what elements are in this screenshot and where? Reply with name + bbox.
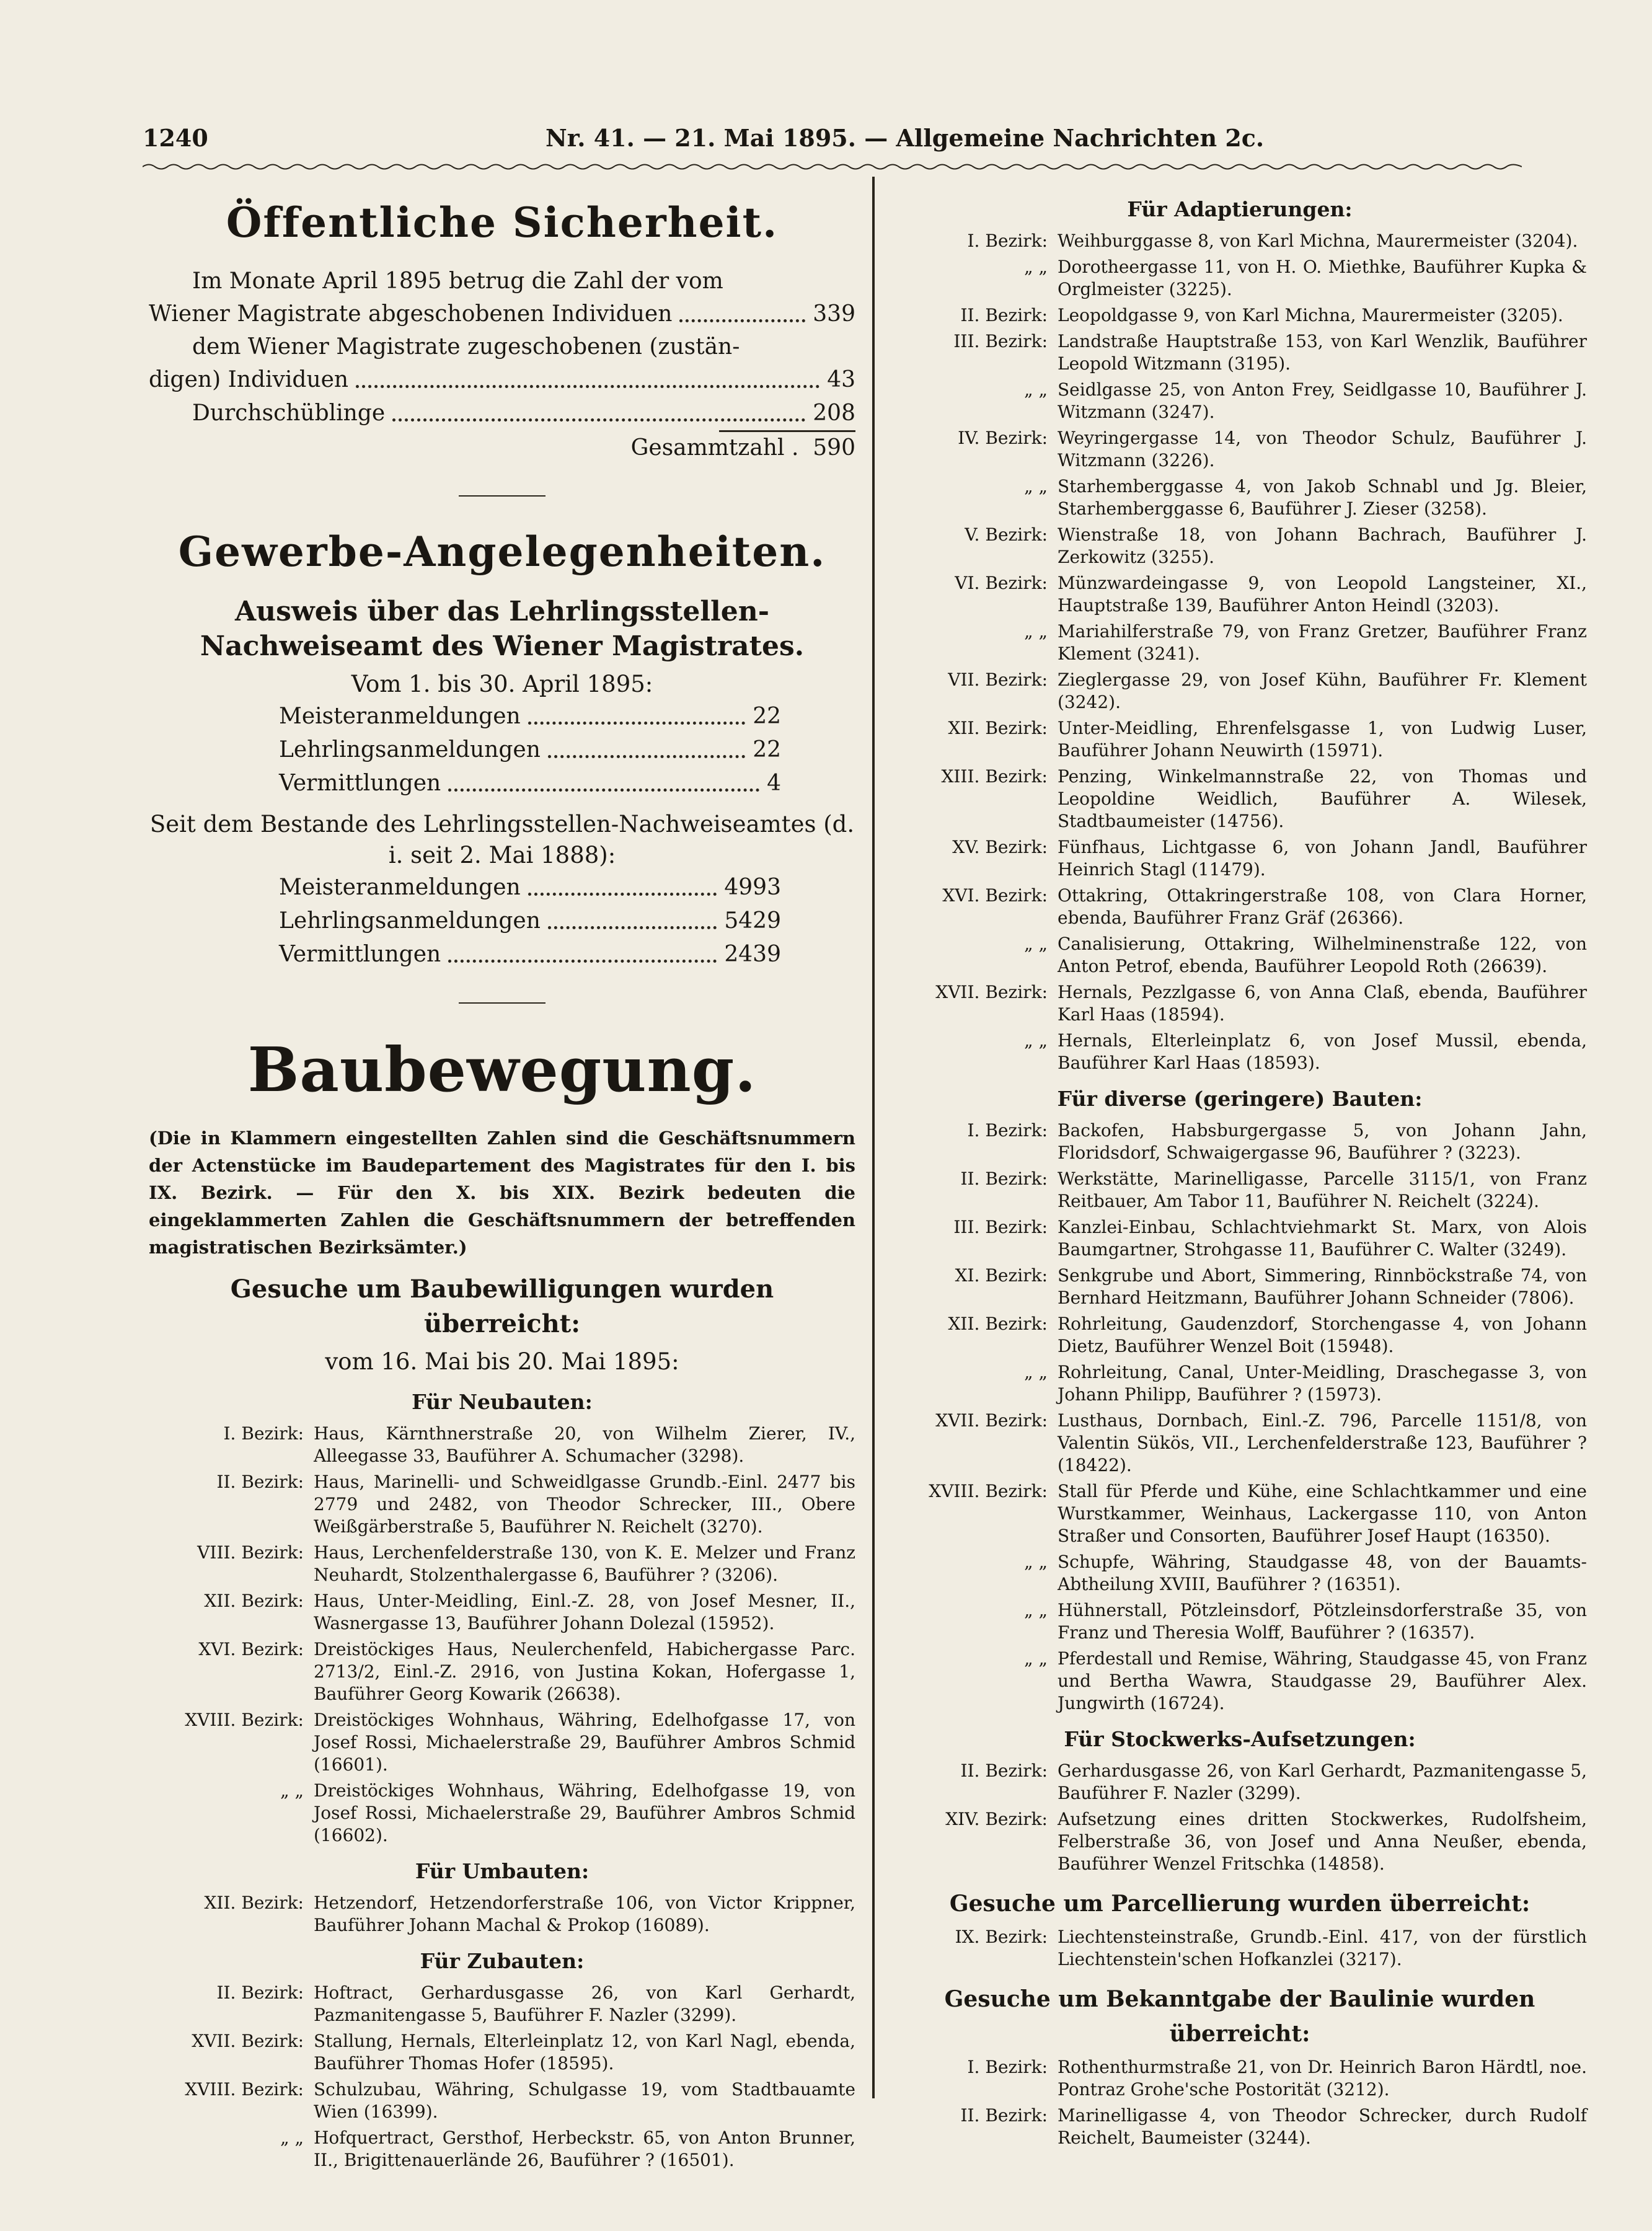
list-item — [893, 1361, 1587, 1406]
entry-text: Kanzlei-Einbau, Schlachtviehmarkt St. Marx, von Alois Baumgartner, Strohgasse 11, Bauführer C. Walter (3249). — [1058, 1217, 1587, 1260]
sicherheit-row: digen) Individuen 43 — [149, 363, 855, 397]
district-label: XII. Bezirk: — [204, 1893, 304, 1913]
list-item — [893, 1120, 1587, 1164]
list-item — [149, 2127, 855, 2171]
sicherheit-total: Gesammtzahl . 590 — [630, 435, 855, 461]
entry-text: Fünfhaus, Lichtgasse 6, von Johann Jandl, Bauführer Heinrich Stagl (11479). — [1058, 837, 1587, 880]
district-label: II. Bezirk: — [960, 305, 1048, 325]
entry-text: Penzing, Winkelmannstraße 22, von Thomas und Leopoldine Weidlich, Bauführer A. Wilesek, Stadtbaumeister (14756). — [1058, 766, 1587, 831]
gewerbe-list-2 — [149, 871, 855, 971]
page-header — [143, 124, 1516, 161]
list-item — [893, 230, 1587, 252]
entry-text: Seidlgasse 25, von Anton Frey, Seidlgasse 10, Bauführer J. Witzmann (3247). — [1058, 379, 1587, 422]
stockwerk-list — [893, 1760, 1587, 1875]
entry-text: Rohrleitung, Canal, Unter-Meidling, Draschegasse 3, von Johann Philipp, Bauführer ? (15973). — [1058, 1362, 1587, 1405]
entry-text: Wienstraße 18, von Johann Bachrach, Bauführer J. Zerkowitz (3255). — [1058, 524, 1587, 567]
entry-text: Backofen, Habsburgergasse 5, von Johann Jahn, Floridsdorf, Schwaigergasse 96, Bauführer ? (3223). — [1058, 1120, 1587, 1163]
entry-text: Zieglergasse 29, von Josef Kühn, Bauführer Fr. Klement (3242). — [1058, 669, 1587, 712]
district-label: I. Bezirk: — [967, 1120, 1048, 1141]
list-item — [149, 1892, 855, 1937]
district-label: „ „ — [280, 1780, 304, 1801]
list-item — [149, 1542, 855, 1586]
district-label: XII. Bezirk: — [948, 718, 1048, 738]
entry-text: Münzwardeingasse 9, von Leopold Langsteiner, XI., Hauptstraße 139, Bauführer Anton Heindl (3203). — [1058, 573, 1587, 616]
district-label: III. Bezirk: — [953, 331, 1048, 351]
list-item — [893, 524, 1587, 568]
page-number: 1240 — [143, 124, 208, 152]
list-item — [893, 379, 1587, 423]
separator — [459, 1002, 546, 1004]
district-label: „ „ — [1024, 1030, 1048, 1051]
list-item — [893, 304, 1587, 327]
district-label: II. Bezirk: — [960, 1761, 1048, 1781]
list-item — [893, 475, 1587, 520]
entry-text: Weyringergasse 14, von Theodor Schulz, Bauführer J. Witzmann (3226). — [1058, 428, 1587, 470]
gewerbe-subheading: Ausweis über das Lehrlingsstellen-Nachweiseamt des Wiener Magistrates. — [200, 596, 805, 662]
district-label: XIII. Bezirk: — [941, 766, 1048, 787]
list-item — [893, 1030, 1587, 1074]
list-item — [893, 1410, 1587, 1477]
district-label: XVII. Bezirk: — [935, 1410, 1048, 1431]
district-label: XIV. Bezirk: — [945, 1809, 1048, 1829]
district-label: I. Bezirk: — [967, 2057, 1048, 2077]
district-label: „ „ — [1024, 379, 1048, 400]
sicherheit-row: Durchschüblinge 208 — [149, 397, 855, 430]
list-item — [893, 256, 1587, 301]
list-item — [893, 1648, 1587, 1715]
entry-text: Haus, Marinelli- und Schweidlgasse Grundb.-Einl. 2477 bis 2779 und 2482, von Theodor Schrecker, III., Obere Weißgärberstraße 5, Bauführer N. Reichelt (3270). — [314, 1472, 855, 1537]
adaptierungen-list — [893, 230, 1587, 1074]
list-item — [893, 836, 1587, 881]
district-label: „ „ — [1024, 621, 1048, 642]
separator — [459, 495, 546, 497]
list-item — [149, 1982, 855, 2026]
sicherheit-row: Wiener Magistrate abgeschobenen Individuen 339 — [149, 298, 855, 331]
list-item — [893, 621, 1587, 665]
list-item — [893, 427, 1587, 472]
list-item — [893, 1168, 1587, 1213]
district-label: XVII. Bezirk: — [935, 982, 1048, 1002]
district-label: V. Bezirk: — [965, 524, 1048, 545]
entry-text: Hofquertract, Gersthof, Herbeckstr. 65, von Anton Brunner, II., Brigittenauerlände 26, Bauführer ? (16501). — [314, 2127, 855, 2170]
column-divider — [872, 177, 875, 2098]
district-label: VIII. Bezirk: — [197, 1542, 304, 1563]
umbauten-heading: Für Umbauten: — [415, 1859, 590, 1883]
zubauten-heading: Für Zubauten: — [420, 1949, 585, 1973]
district-label: VI. Bezirk: — [955, 573, 1048, 593]
list-item — [893, 669, 1587, 713]
entry-text: Dorotheergasse 11, von H. O. Miethke, Bauführer Kupka & Orglmeister (3225). — [1058, 257, 1587, 299]
district-label: IV. Bezirk: — [958, 428, 1048, 448]
entry-text: Hühnerstall, Pötzleinsdorf, Pötzleinsdorferstraße 35, von Franz und Theresia Wolff, Bauführer ? (16357). — [1058, 1600, 1587, 1643]
entry-text: Weihburggasse 8, von Karl Michna, Maurermeister (3204). — [1058, 231, 1578, 251]
gesuche-heading: Gesuche um Baubewilligungen wurden überreicht: — [230, 1275, 774, 1338]
header-title: Nr. 41. — 21. Mai 1895. — Allgemeine Nachrichten 2c. — [546, 124, 1265, 152]
entry-text: Hernals, Pezzlgasse 6, von Anna Claß, ebenda, Bauführer Karl Haas (18594). — [1058, 982, 1587, 1025]
baulinie-heading: Gesuche um Bekanntgabe der Baulinie wurden überreicht: — [944, 1986, 1535, 2047]
entry-text: Starhemberggasse 4, von Jakob Schnabl und Jg. Bleier, Starhemberggasse 6, Bauführer J. Zieser (3258). — [1058, 476, 1587, 519]
entry-text: Stall für Pferde und Kühe, eine Schlachtkammer und eine Wurstkammer, Weinhaus, Lackergasse 110, von Anton Straßer und Consorten, Bauführer Josef Haupt (16350). — [1058, 1481, 1587, 1546]
entry-text: Unter-Meidling, Ehrenfelsgasse 1, von Ludwig Luser, Bauführer Johann Neuwirth (15971). — [1058, 718, 1587, 761]
entry-text: Hoftract, Gerhardusgasse 26, von Karl Gerhardt, Pazmanitengasse 5, Bauführer F. Nazler (3299). — [314, 1982, 855, 2025]
list-item — [149, 1471, 855, 1538]
baulinie-list — [893, 2056, 1587, 2149]
list-item — [893, 1265, 1587, 1309]
diverse-list — [893, 1120, 1587, 1715]
list-item — [893, 717, 1587, 762]
sicherheit-intro: Im Monate April 1895 betrug die Zahl der vom — [192, 268, 723, 294]
entry-text: Landstraße Hauptstraße 153, von Karl Wenzlik, Bauführer Leopold Witzmann (3195). — [1058, 331, 1587, 374]
district-label: XVI. Bezirk: — [198, 1639, 304, 1659]
bau-period: vom 16. Mai bis 20. Mai 1895: — [325, 1348, 679, 1375]
district-label: XVIII. Bezirk: — [185, 1710, 304, 1730]
gewerbe-period: Vom 1. bis 30. April 1895: — [351, 671, 653, 697]
list-item — [893, 933, 1587, 978]
list-item — [893, 1808, 1587, 1875]
list-item — [893, 981, 1587, 1026]
heading-sicherheit: Öffentliche Sicherheit. — [226, 198, 779, 247]
entry-text: Schulzubau, Währing, Schulgasse 19, vom Stadtbauamte Wien (16399). — [314, 2079, 855, 2122]
list-item — [149, 1638, 855, 1705]
heading-gewerbe: Gewerbe-Angelegenheiten. — [178, 528, 826, 576]
district-label: II. Bezirk: — [216, 1982, 304, 2003]
list-item — [149, 1423, 855, 1467]
list-item: Vermittlungen 4 — [279, 767, 781, 800]
list-item: Lehrlingsanmeldungen 5429 — [279, 904, 781, 938]
entry-text: Liechtensteinstraße, Grundb.-Einl. 417, von der fürstlich Liechtenstein'schen Hofkanzlei (3217). — [1058, 1927, 1587, 1969]
list-item — [893, 572, 1587, 617]
entry-text: Senkgrube und Abort, Simmering, Rinnböckstraße 74, von Bernhard Heitzmann, Bauführer Johann Schneider (7806). — [1058, 1265, 1587, 1308]
district-label: „ „ — [1024, 1648, 1048, 1669]
stockwerk-heading: Für Stockwerks-Aufsetzungen: — [1064, 1727, 1416, 1751]
district-label: IX. Bezirk: — [955, 1927, 1048, 1947]
header-rule — [143, 162, 1522, 171]
sicherheit-intro-2: dem Wiener Magistrate zugeschobenen (zustän- — [192, 334, 740, 360]
district-label: I. Bezirk: — [967, 231, 1048, 251]
entry-text: Dreistöckiges Wohnhaus, Währing, Edelhofgasse 17, von Josef Rossi, Michaelerstraße 29, Bauführer Ambros Schmid (16601). — [314, 1710, 855, 1775]
list-item: Meisteranmeldungen 22 — [279, 700, 781, 733]
district-label: „ „ — [1024, 1552, 1048, 1572]
district-label: XVI. Bezirk: — [942, 885, 1048, 906]
entry-text: Leopoldgasse 9, von Karl Michna, Maurermeister (3205). — [1058, 305, 1563, 325]
neubauten-heading: Für Neubauten: — [412, 1390, 593, 1414]
district-label: XII. Bezirk: — [948, 1314, 1048, 1334]
district-label: „ „ — [1024, 1362, 1048, 1382]
list-item — [149, 1590, 855, 1635]
district-label: III. Bezirk: — [953, 1217, 1048, 1237]
district-label: „ „ — [1024, 257, 1048, 277]
entry-text: Lusthaus, Dornbach, Einl.-Z. 796, Parcelle 1151/8, von Valentin Sükös, VII., Lerchenfelderstraße 123, Bauführer ? (18422). — [1058, 1410, 1587, 1475]
district-label: XV. Bezirk: — [952, 837, 1048, 857]
list-item: Meisteranmeldungen 4993 — [279, 871, 781, 904]
list-item — [149, 1780, 855, 1847]
entry-text: Schupfe, Währing, Staudgasse 48, von der Bauamts-Abtheilung XVIII, Bauführer ? (16351). — [1058, 1552, 1587, 1594]
heading-baubewegung: Baubewegung. — [247, 1035, 757, 1106]
entry-text: Dreistöckiges Wohnhaus, Währing, Edelhofgasse 19, von Josef Rossi, Michaelerstraße 29, Bauführer Ambros Schmid (16602). — [314, 1780, 855, 1845]
entry-text: Rothenthurmstraße 21, von Dr. Heinrich Baron Härdtl, noe. Pontraz Grohe'sche Postorität (3212). — [1058, 2057, 1587, 2100]
bau-note: (Die in Klammern eingestellten Zahlen sind die Geschäftsnummern der Actenstücke im Baudepartement des Magistrates für den I. bis IX. Bezirk. — Für den X. bis XIX. Bezirk bedeuten die eingeklammerten Zahlen die Geschäftsnummern der betreffenden magistratischen Bezirksämter.) — [149, 1128, 855, 1258]
district-label: II. Bezirk: — [216, 1472, 304, 1492]
district-label: XVIII. Bezirk: — [185, 2079, 304, 2100]
district-label: II. Bezirk: — [960, 2105, 1048, 2126]
entry-text: Aufsetzung eines dritten Stockwerkes, Rudolfsheim, Felberstraße 36, von Josef und Anna Neußer, ebenda, Bauführer Wenzel Fritschka (14858). — [1058, 1809, 1587, 1874]
list-item — [893, 1216, 1587, 1261]
entry-text: Hernals, Elterleinplatz 6, von Josef Mussil, ebenda, Bauführer Karl Haas (18593). — [1058, 1030, 1587, 1073]
list-item — [893, 2056, 1587, 2101]
entry-text: Werkstätte, Marinelligasse, Parcelle 3115/1, von Franz Reitbauer, Am Tabor 11, Bauführer N. Reichelt (3224). — [1058, 1169, 1587, 1211]
entry-text: Haus, Kärnthnerstraße 20, von Wilhelm Zierer, IV., Alleegasse 33, Bauführer A. Schumacher (3298). — [314, 1423, 855, 1466]
entry-text: Dreistöckiges Haus, Neulerchenfeld, Habichergasse Parc. 2713/2, Einl.-Z. 2916, von Justina Kokan, Hofergasse 1, Bauführer Georg Kowarik (26638). — [314, 1639, 855, 1704]
district-label: XI. Bezirk: — [955, 1265, 1048, 1286]
entry-text: Stallung, Hernals, Elterleinplatz 12, von Karl Nagl, ebenda, Bauführer Thomas Hofer (18595). — [314, 2031, 855, 2074]
district-label: „ „ — [280, 2127, 304, 2148]
district-label: I. Bezirk: — [223, 1423, 304, 1444]
entry-text: Ottakring, Ottakringerstraße 108, von Clara Horner, ebenda, Bauführer Franz Gräf (26366). — [1058, 885, 1587, 928]
district-label: XVIII. Bezirk: — [929, 1481, 1048, 1501]
entry-text: Gerhardusgasse 26, von Karl Gerhardt, Pazmanitengasse 5, Bauführer F. Nazler (3299). — [1058, 1761, 1587, 1803]
district-label: II. Bezirk: — [960, 1169, 1048, 1189]
list-item — [149, 2030, 855, 2075]
zubauten-list — [149, 1982, 855, 2171]
entry-text: Haus, Lerchenfelderstraße 130, von K. E. Melzer und Franz Neuhardt, Stolzenthalergasse 6, Bauführer ? (3206). — [314, 1542, 855, 1585]
left-column — [149, 180, 855, 2175]
list-item — [893, 885, 1587, 929]
entry-text: Rohrleitung, Gaudenzdorf, Storchengasse 4, von Johann Dietz, Bauführer Wenzel Boit (15948). — [1058, 1314, 1587, 1356]
list-item — [893, 2105, 1587, 2149]
right-column — [893, 197, 1587, 2153]
list-item — [149, 1709, 855, 1776]
list-item — [893, 1926, 1587, 1971]
entry-text: Haus, Unter-Meidling, Einl.-Z. 28, von Josef Mesner, II., Wasnergasse 13, Bauführer Johann Dolezal (15952). — [314, 1591, 855, 1633]
entry-text: Hetzendorf, Hetzendorferstraße 106, von Victor Krippner, Bauführer Johann Machal & Prokop (16089). — [314, 1893, 855, 1935]
gewerbe-since: Seit dem Bestande des Lehrlingsstellen-Nachweiseamtes (d. i. seit 2. Mai 1888): — [149, 811, 855, 868]
list-item: Vermittlungen 2439 — [279, 938, 781, 971]
entry-text: Pferdestall und Remise, Währing, Staudgasse 45, von Franz und Bertha Wawra, Staudgasse 29, Bauführer Alex. Jungwirth (16724). — [1058, 1648, 1587, 1713]
district-label: „ „ — [1024, 476, 1048, 497]
adaptierungen-heading: Für Adaptierungen: — [1127, 197, 1353, 221]
gewerbe-list — [149, 700, 855, 800]
entry-text: Mariahilferstraße 79, von Franz Gretzer, Bauführer Franz Klement (3241). — [1058, 621, 1587, 664]
district-label: „ „ — [1024, 934, 1048, 954]
district-label: XII. Bezirk: — [204, 1591, 304, 1611]
neubauten-list — [149, 1423, 855, 1847]
parcellierung-list — [893, 1926, 1587, 1971]
list-item: Lehrlingsanmeldungen 22 — [279, 733, 781, 767]
umbauten-list — [149, 1892, 855, 1937]
list-item — [893, 1313, 1587, 1358]
list-item — [893, 766, 1587, 833]
list-item — [893, 1599, 1587, 1644]
district-label: XVII. Bezirk: — [192, 2031, 304, 2051]
list-item — [893, 1480, 1587, 1547]
entry-text: Canalisierung, Ottakring, Wilhelminenstraße 122, von Anton Petrof, ebenda, Bauführer Leopold Roth (26639). — [1058, 934, 1587, 976]
district-label: VII. Bezirk: — [948, 669, 1048, 690]
list-item — [893, 330, 1587, 375]
list-item — [149, 2079, 855, 2123]
district-label: „ „ — [1024, 1600, 1048, 1620]
entry-text: Marinelligasse 4, von Theodor Schrecker, durch Rudolf Reichelt, Baumeister (3244). — [1058, 2105, 1587, 2148]
list-item — [893, 1760, 1587, 1805]
parcellierung-heading: Gesuche um Parcellierung wurden überreicht: — [949, 1891, 1531, 1917]
diverse-heading: Für diverse (geringere) Bauten: — [1057, 1087, 1423, 1111]
list-item — [893, 1551, 1587, 1596]
